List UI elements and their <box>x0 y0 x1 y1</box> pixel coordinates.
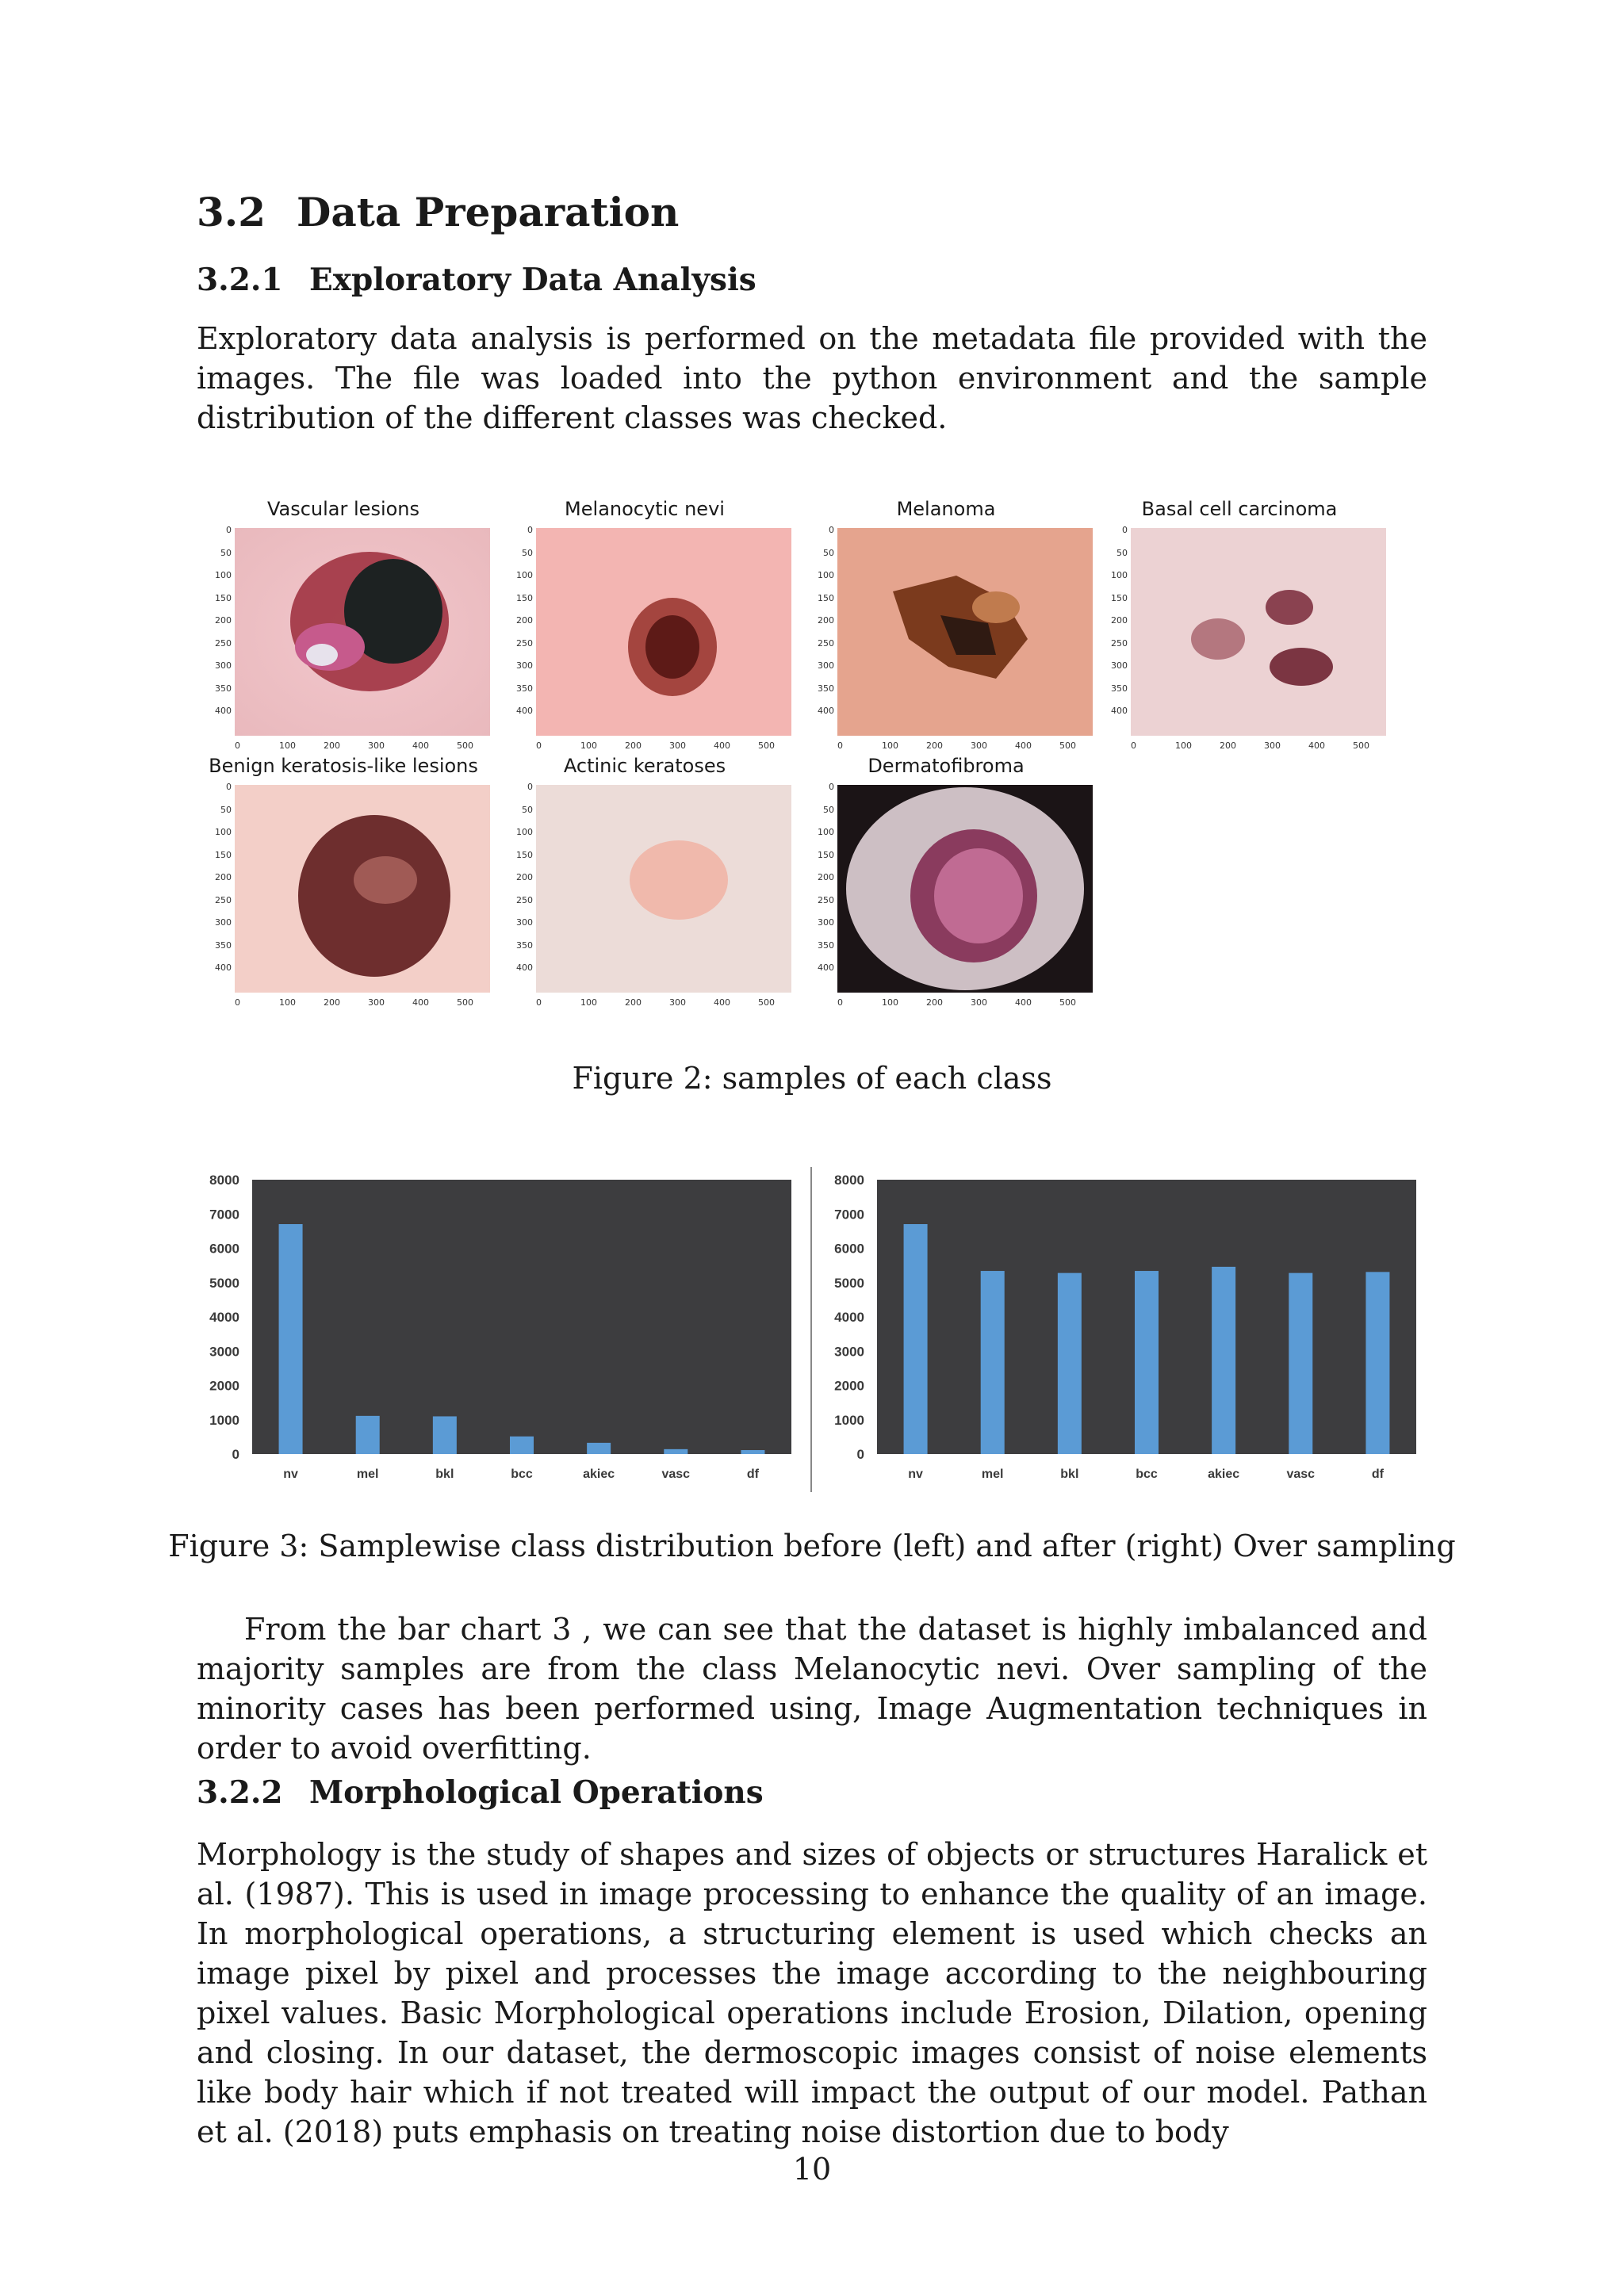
y-tick-label: 100 <box>215 827 232 837</box>
y-tick-label: 50 <box>220 804 232 815</box>
x-tick-label: 300 <box>368 997 385 1008</box>
y-tick-label: 350 <box>818 939 834 951</box>
paragraph-eda: Exploratory data analysis is performed on the metadata file provided with the images. The file was loaded into the python environment and the sample distribution of the different classes was checked. <box>197 321 1427 435</box>
y-tick-label: 300 <box>516 660 533 671</box>
y-tick-label: 300 <box>516 917 533 928</box>
lesion-image-nevi <box>536 528 791 736</box>
y-tick-label: 250 <box>215 637 232 649</box>
x-tick-label: 0 <box>1131 740 1136 751</box>
x-tick-label: 100 <box>882 740 898 751</box>
y-tick-label: 200 <box>516 615 533 626</box>
x-tick-label: 100 <box>580 997 597 1008</box>
y-tick-label: 0 <box>527 782 533 792</box>
y-tick-label: 50 <box>823 804 834 815</box>
subsection-number: 3.2.1 <box>197 262 283 298</box>
y-tick-label: 150 <box>818 849 834 860</box>
y-tick-label: 350 <box>516 939 533 951</box>
panel-title: Vascular lesions <box>266 498 420 520</box>
y-tick-label: 6000 <box>834 1241 864 1257</box>
x-tick-label: 200 <box>926 740 943 751</box>
subsection-title: Morphological Operations <box>309 1774 764 1811</box>
lesion-image-vascular <box>235 528 490 736</box>
y-tick-label: 7000 <box>834 1207 864 1223</box>
bar-chart-after <box>822 1164 1424 1497</box>
subsection-number: 3.2.2 <box>197 1774 283 1811</box>
x-tick-label: bkl <box>1060 1468 1079 1481</box>
x-tick-label: 0 <box>235 740 240 751</box>
y-tick-label: 2000 <box>834 1378 864 1394</box>
x-tick-label: mel <box>356 1468 379 1481</box>
lesion-image-bcc <box>1131 528 1386 736</box>
sample-panel-basal-cell-carcinoma <box>1093 498 1386 760</box>
y-tick-label: 5000 <box>209 1275 239 1291</box>
panel-title: Melanocytic nevi <box>565 498 725 520</box>
y-tick-label: 400 <box>1111 706 1128 716</box>
paragraph-morphology: Morphology is the study of shapes and sizes of objects or structures Haralick et al. (1987). This is used in image processing to enhance the quality of an image. In morphological operations, a structuring element is used which checks an image pixel by pixel and processes the image according to the neighbouring pixel values. Basic Morphological operations include Erosion, Dilation, opening and closing. In our dataset, the dermoscopic images consist of noise elements like body hair which if not treated will impact the output of our model. Pathan et al. (2018) puts emphasis on treating noise distortion due to body <box>197 1837 1427 2149</box>
y-tick-label: 400 <box>818 706 834 716</box>
y-tick-label: 1000 <box>209 1412 239 1428</box>
x-tick-label: 400 <box>412 997 429 1008</box>
y-tick-label: 400 <box>215 962 232 973</box>
x-tick-label: 500 <box>457 997 473 1008</box>
y-tick-label: 150 <box>215 849 232 860</box>
y-tick-label: 4000 <box>834 1310 864 1325</box>
y-tick-label: 1000 <box>834 1412 864 1428</box>
y-tick-label: 250 <box>1111 637 1128 649</box>
y-tick-label: 50 <box>823 547 834 558</box>
y-tick-label: 100 <box>818 570 834 580</box>
y-tick-label: 200 <box>1111 615 1128 626</box>
subsection-title: Exploratory Data Analysis <box>309 262 756 298</box>
bar-vasc <box>1289 1273 1312 1454</box>
x-tick-label: bcc <box>511 1468 533 1481</box>
y-tick-label: 100 <box>516 570 533 580</box>
sample-panel-actinic-keratoses <box>498 755 791 1016</box>
y-tick-label: 50 <box>522 804 533 815</box>
figure-3-caption: Figure 3: Samplewise class distribution before (left) and after (right) Over sampling <box>168 1529 1456 1563</box>
sample-panel-melanoma <box>799 498 1093 760</box>
y-tick-label: 200 <box>215 615 232 626</box>
y-tick-label: 400 <box>215 706 232 716</box>
sample-panel-vascular-lesions <box>197 498 490 760</box>
sample-panel-dermatofibroma <box>799 755 1093 1016</box>
x-tick-label: 500 <box>1353 740 1369 751</box>
bar-mel <box>981 1271 1005 1454</box>
bar-nv <box>904 1224 928 1454</box>
bar-bcc <box>510 1437 534 1454</box>
y-tick-label: 4000 <box>209 1310 239 1325</box>
y-tick-label: 250 <box>818 894 834 905</box>
y-tick-label: 200 <box>516 872 533 882</box>
bar-chart-before <box>197 1164 799 1497</box>
x-tick-label: 300 <box>1264 740 1281 751</box>
x-tick-label: 300 <box>669 997 686 1008</box>
x-tick-label: 300 <box>368 740 385 751</box>
y-tick-label: 150 <box>818 592 834 603</box>
bar-akiec <box>1212 1267 1235 1454</box>
x-tick-label: 500 <box>457 740 473 751</box>
y-tick-label: 250 <box>818 637 834 649</box>
y-tick-label: 8000 <box>209 1173 239 1188</box>
y-tick-label: 100 <box>818 827 834 837</box>
x-tick-label: 300 <box>669 740 686 751</box>
y-tick-label: 8000 <box>834 1173 864 1188</box>
y-tick-label: 100 <box>215 570 232 580</box>
x-tick-label: nv <box>908 1468 923 1481</box>
x-tick-label: 500 <box>758 740 775 751</box>
bar-df <box>741 1450 764 1454</box>
lesion-image-bkl <box>235 785 490 993</box>
panel-title: Dermatofibroma <box>868 755 1025 777</box>
y-tick-label: 150 <box>516 849 533 860</box>
x-tick-label: 100 <box>279 997 296 1008</box>
y-tick-label: 50 <box>522 547 533 558</box>
y-tick-label: 0 <box>527 525 533 535</box>
lesion-image-melanoma <box>837 528 1093 736</box>
x-tick-label: 500 <box>758 997 775 1008</box>
panel-title: Actinic keratoses <box>563 755 726 777</box>
y-tick-label: 350 <box>1111 683 1128 694</box>
y-tick-label: 0 <box>1122 525 1128 535</box>
bar-chart-after-svg <box>822 1164 1424 1497</box>
x-tick-label: 0 <box>837 740 843 751</box>
y-tick-label: 250 <box>215 894 232 905</box>
y-tick-label: 3000 <box>834 1344 864 1360</box>
bar-chart-before-svg <box>197 1164 799 1497</box>
subsection-heading-morphology <box>197 1774 764 1811</box>
x-tick-label: 500 <box>1059 997 1076 1008</box>
y-tick-label: 7000 <box>209 1207 239 1223</box>
y-tick-label: 200 <box>215 872 232 882</box>
y-tick-label: 100 <box>1111 570 1128 580</box>
x-tick-label: 400 <box>714 997 730 1008</box>
x-tick-label: akiec <box>1208 1468 1240 1481</box>
y-tick-label: 5000 <box>834 1275 864 1291</box>
y-tick-label: 300 <box>215 660 232 671</box>
x-tick-label: 0 <box>837 997 843 1008</box>
lesion-image-akiec <box>536 785 791 993</box>
x-tick-label: 200 <box>625 740 642 751</box>
bar-bkl <box>433 1416 457 1454</box>
x-tick-label: 400 <box>1015 740 1032 751</box>
y-tick-label: 6000 <box>209 1241 239 1257</box>
x-tick-label: nv <box>283 1468 298 1481</box>
y-tick-label: 0 <box>856 1447 864 1462</box>
x-tick-label: df <box>1371 1468 1384 1481</box>
y-tick-label: 50 <box>1116 547 1128 558</box>
section-number: 3.2 <box>197 189 266 235</box>
bar-nv <box>279 1224 303 1454</box>
figure-2-caption: Figure 2: samples of each class <box>572 1061 1052 1096</box>
x-tick-label: vasc <box>661 1468 691 1481</box>
y-tick-label: 200 <box>818 615 834 626</box>
bar-bkl <box>1058 1273 1082 1454</box>
panel-title: Melanoma <box>896 498 996 520</box>
plot-area <box>252 1180 791 1454</box>
x-tick-label: 0 <box>536 997 542 1008</box>
y-tick-label: 350 <box>215 939 232 951</box>
y-tick-label: 150 <box>1111 592 1128 603</box>
y-tick-label: 300 <box>1111 660 1128 671</box>
sample-panel-melanocytic-nevi <box>498 498 791 760</box>
bar-df <box>1365 1272 1389 1454</box>
y-tick-label: 50 <box>220 547 232 558</box>
section-heading <box>197 189 679 235</box>
y-tick-label: 150 <box>516 592 533 603</box>
y-tick-label: 350 <box>818 683 834 694</box>
x-tick-label: 200 <box>324 740 340 751</box>
bar-bcc <box>1135 1271 1159 1454</box>
x-tick-label: mel <box>981 1468 1004 1481</box>
y-tick-label: 300 <box>818 917 834 928</box>
x-tick-label: 300 <box>971 997 987 1008</box>
page-number: 10 <box>792 2152 832 2187</box>
x-tick-label: 200 <box>926 997 943 1008</box>
y-tick-label: 400 <box>516 706 533 716</box>
y-tick-label: 0 <box>226 782 232 792</box>
x-tick-label: 200 <box>625 997 642 1008</box>
lesion-image-df <box>837 785 1093 993</box>
y-tick-label: 200 <box>818 872 834 882</box>
x-tick-label: 200 <box>324 997 340 1008</box>
x-tick-label: 0 <box>235 997 240 1008</box>
x-tick-label: 400 <box>1015 997 1032 1008</box>
x-tick-label: 100 <box>279 740 296 751</box>
x-tick-label: 400 <box>412 740 429 751</box>
y-tick-label: 350 <box>516 683 533 694</box>
bar-mel <box>356 1416 380 1454</box>
y-tick-label: 150 <box>215 592 232 603</box>
y-tick-label: 3000 <box>209 1344 239 1360</box>
y-tick-label: 400 <box>818 962 834 973</box>
subsection-heading-eda <box>197 262 756 298</box>
y-tick-label: 2000 <box>209 1378 239 1394</box>
section-title: Data Preparation <box>297 189 680 235</box>
panel-title: Benign keratosis-like lesions <box>209 755 478 777</box>
x-tick-label: 400 <box>714 740 730 751</box>
x-tick-label: 100 <box>882 997 898 1008</box>
x-tick-label: 0 <box>536 740 542 751</box>
x-tick-label: bcc <box>1136 1468 1158 1481</box>
panel-title: Basal cell carcinoma <box>1141 498 1338 520</box>
x-tick-label: df <box>746 1468 759 1481</box>
x-tick-label: 100 <box>1175 740 1192 751</box>
y-tick-label: 350 <box>215 683 232 694</box>
y-tick-label: 0 <box>829 782 834 792</box>
x-tick-label: 200 <box>1220 740 1236 751</box>
paragraph-bar-chart: From the bar chart 3 , we can see that the dataset is highly imbalanced and majority samples are from the class Melanocytic nevi. Over sampling of the minority cases has been performed using, Image Augmentation techniques in order to avoid overfitting. <box>197 1612 1427 1766</box>
bar-vasc <box>664 1449 688 1454</box>
y-tick-label: 100 <box>516 827 533 837</box>
x-tick-label: 300 <box>971 740 987 751</box>
x-tick-label: vasc <box>1286 1468 1316 1481</box>
sample-panel-benign-keratosis <box>197 755 490 1016</box>
x-tick-label: akiec <box>583 1468 615 1481</box>
y-tick-label: 0 <box>226 525 232 535</box>
y-tick-label: 250 <box>516 894 533 905</box>
y-tick-label: 400 <box>516 962 533 973</box>
x-tick-label: 500 <box>1059 740 1076 751</box>
y-tick-label: 250 <box>516 637 533 649</box>
y-tick-label: 0 <box>232 1447 239 1462</box>
y-tick-label: 0 <box>829 525 834 535</box>
x-tick-label: 100 <box>580 740 597 751</box>
x-tick-label: bkl <box>435 1468 454 1481</box>
bar-akiec <box>587 1443 611 1454</box>
y-tick-label: 300 <box>215 917 232 928</box>
y-tick-label: 300 <box>818 660 834 671</box>
x-tick-label: 400 <box>1308 740 1325 751</box>
figure-divider <box>810 1167 812 1492</box>
